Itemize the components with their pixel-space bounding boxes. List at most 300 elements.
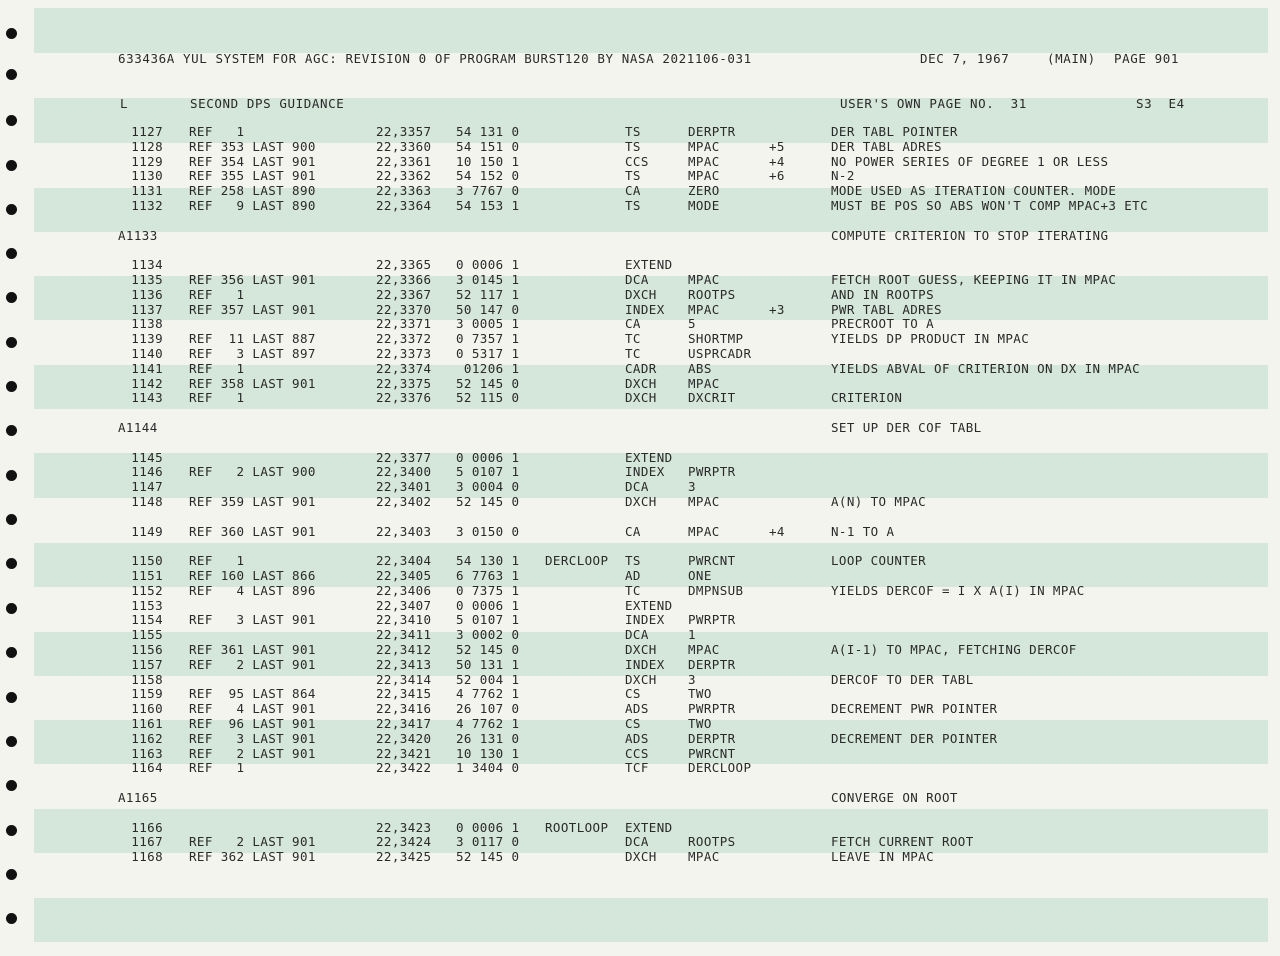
address-field: 22,3407 xyxy=(376,597,432,613)
address-field: 22,3414 xyxy=(376,671,432,687)
listing-row xyxy=(0,362,1280,377)
address-field: 22,3411 xyxy=(376,627,432,643)
address-field: 22,3360 xyxy=(376,138,432,154)
listing-row xyxy=(0,554,1280,569)
address-field: 22,3402 xyxy=(376,494,432,509)
octal-code: 54 152 0 xyxy=(456,168,520,184)
line-number: 1158 xyxy=(131,671,163,687)
octal-code: 0 7357 1 xyxy=(456,331,520,347)
address-field: 22,3366 xyxy=(376,272,432,287)
opcode: TC xyxy=(625,331,641,347)
operand-modifier: +4 xyxy=(769,153,785,169)
opcode: DXCH xyxy=(625,642,657,657)
feed-hole xyxy=(6,69,17,80)
opcode: CS xyxy=(625,686,641,702)
opcode: DXCH xyxy=(625,494,657,509)
listing-row xyxy=(0,584,1280,599)
address-field: 22,3367 xyxy=(376,286,432,302)
opcode: INDEX xyxy=(625,464,665,480)
opcode: EXTEND xyxy=(625,257,673,273)
ref-field: REF 356 LAST 901 xyxy=(189,272,316,287)
listing-row xyxy=(0,288,1280,303)
address-field: 22,3403 xyxy=(376,523,432,539)
address-field: 22,3361 xyxy=(376,153,432,169)
listing-row xyxy=(0,480,1280,495)
ref-field: REF 357 LAST 901 xyxy=(189,301,316,317)
ref-field: REF 2 LAST 901 xyxy=(189,745,316,761)
operand: MPAC xyxy=(688,168,720,184)
address-field: 22,3377 xyxy=(376,449,432,465)
listing-code: S3 E4 xyxy=(1136,96,1185,111)
ref-field: REF 4 LAST 901 xyxy=(189,701,316,717)
octal-code: 4 7762 1 xyxy=(456,716,520,731)
address-field: 22,3423 xyxy=(376,819,432,835)
octal-code: 0 0006 1 xyxy=(456,819,520,835)
ref-field: REF 353 LAST 900 xyxy=(189,138,316,154)
address-field: 22,3416 xyxy=(376,701,432,717)
opcode: DXCH xyxy=(625,375,657,391)
paper-band xyxy=(34,8,1268,53)
opcode: DXCH xyxy=(625,849,657,865)
listing-row xyxy=(0,332,1280,347)
octal-code: 01206 1 xyxy=(456,360,520,376)
opcode: CADR xyxy=(625,360,657,376)
operand: ROOTPS xyxy=(688,834,736,850)
operand: 5 xyxy=(688,316,696,332)
address-field: 22,3400 xyxy=(376,464,432,480)
operand-modifier: +6 xyxy=(769,168,785,184)
comment: PWR TABL ADRES xyxy=(831,301,942,317)
opcode: DCA xyxy=(625,834,649,850)
line-number: 1147 xyxy=(131,479,163,495)
line-number: 1152 xyxy=(131,582,163,598)
listing-row xyxy=(0,717,1280,732)
comment: YIELDS ABVAL OF CRITERION ON DX IN MPAC xyxy=(831,360,1141,376)
operand: TWO xyxy=(688,716,712,731)
listing-row xyxy=(0,628,1280,643)
operand: DERCLOOP xyxy=(688,760,752,776)
operand: DERPTR xyxy=(688,730,736,746)
opcode: TC xyxy=(625,582,641,598)
address-field: 22,3410 xyxy=(376,612,432,628)
listing-row xyxy=(0,569,1280,584)
comment: CRITERION xyxy=(831,390,903,406)
address-field: 22,3415 xyxy=(376,686,432,702)
operand: DERPTR xyxy=(688,124,736,139)
address-field: 22,3421 xyxy=(376,745,432,761)
line-number: 1150 xyxy=(131,553,163,569)
opcode: TC xyxy=(625,346,641,361)
opcode: DXCH xyxy=(625,671,657,687)
listing-row xyxy=(0,687,1280,702)
listing-row xyxy=(0,673,1280,688)
comment: DER TABL POINTER xyxy=(831,124,958,139)
operand: DXCRIT xyxy=(688,390,736,406)
opcode: INDEX xyxy=(625,301,665,317)
octal-code: 10 130 1 xyxy=(456,745,520,761)
listing-row xyxy=(0,451,1280,466)
section-heading xyxy=(0,229,1280,244)
octal-code: 52 145 0 xyxy=(456,375,520,391)
address-field: 22,3370 xyxy=(376,301,432,317)
octal-code: 3 0117 0 xyxy=(456,834,520,850)
octal-code: 54 153 1 xyxy=(456,198,520,213)
listing-row xyxy=(0,199,1280,214)
ref-field: REF 96 LAST 901 xyxy=(189,716,316,731)
operand: MPAC xyxy=(688,849,720,865)
listing-row xyxy=(0,273,1280,288)
line-number: 1149 xyxy=(131,523,163,539)
listing-row xyxy=(0,377,1280,392)
operand: PWRPTR xyxy=(688,612,736,628)
opcode: DCA xyxy=(625,479,649,495)
line-number: 1137 xyxy=(131,301,163,317)
opcode: DXCH xyxy=(625,390,657,406)
section-comment: SET UP DER COF TABL xyxy=(831,420,982,435)
opcode: TS xyxy=(625,553,641,569)
log-section-title: SECOND DPS GUIDANCE xyxy=(190,96,345,111)
address-field: 22,3372 xyxy=(376,331,432,347)
listing-row xyxy=(0,643,1280,658)
listing-row xyxy=(0,613,1280,628)
feed-hole xyxy=(6,780,17,791)
comment: MUST BE POS SO ABS WON'T COMP MPAC+3 ETC xyxy=(831,198,1149,213)
symbol-label: DERCLOOP xyxy=(545,553,609,569)
listing-row xyxy=(0,140,1280,155)
operand-modifier: +5 xyxy=(769,138,785,154)
line-number: 1127 xyxy=(131,124,163,139)
opcode: INDEX xyxy=(625,612,665,628)
paper-band xyxy=(34,898,1268,942)
ref-field: REF 355 LAST 901 xyxy=(189,168,316,184)
ref-field: REF 258 LAST 890 xyxy=(189,183,316,199)
operand: ONE xyxy=(688,568,712,583)
octal-code: 3 0004 0 xyxy=(456,479,520,495)
octal-code: 52 145 0 xyxy=(456,642,520,657)
octal-code: 26 107 0 xyxy=(456,701,520,717)
opcode: CS xyxy=(625,716,641,731)
line-number: 1141 xyxy=(131,360,163,376)
listing-row xyxy=(0,391,1280,406)
operand: 3 xyxy=(688,479,696,495)
feed-hole xyxy=(6,913,17,924)
line-number: 1161 xyxy=(131,716,163,731)
address-field: 22,3374 xyxy=(376,360,432,376)
address-field: 22,3376 xyxy=(376,390,432,406)
address-field: 22,3371 xyxy=(376,316,432,332)
ref-field: REF 360 LAST 901 xyxy=(189,523,316,539)
opcode: AD xyxy=(625,568,641,583)
address-field: 22,3364 xyxy=(376,198,432,213)
comment: N-2 xyxy=(831,168,855,184)
listing-row xyxy=(0,155,1280,170)
feed-hole xyxy=(6,869,17,880)
listing-row xyxy=(0,317,1280,332)
octal-code: 52 145 0 xyxy=(456,494,520,509)
line-number: 1136 xyxy=(131,286,163,302)
address-field: 22,3406 xyxy=(376,582,432,598)
listing-row xyxy=(0,599,1280,614)
address-field: 22,3405 xyxy=(376,568,432,583)
line-number: 1129 xyxy=(131,153,163,169)
ref-field: REF 9 LAST 890 xyxy=(189,198,316,213)
octal-code: 52 004 1 xyxy=(456,671,520,687)
line-number: 1148 xyxy=(131,494,163,509)
operand: MPAC xyxy=(688,153,720,169)
page-number: PAGE 901 xyxy=(1114,51,1180,66)
ref-field: REF 358 LAST 901 xyxy=(189,375,316,391)
octal-code: 52 115 0 xyxy=(456,390,520,406)
listing-row xyxy=(0,732,1280,747)
log-section-mark: L xyxy=(120,96,129,111)
opcode: EXTEND xyxy=(625,449,673,465)
line-number: 1168 xyxy=(131,849,163,865)
listing-row xyxy=(0,495,1280,510)
ref-field: REF 362 LAST 901 xyxy=(189,849,316,865)
address-field: 22,3412 xyxy=(376,642,432,657)
line-number: 1132 xyxy=(131,198,163,213)
operand: ROOTPS xyxy=(688,286,736,302)
line-number: 1156 xyxy=(131,642,163,657)
octal-code: 3 0002 0 xyxy=(456,627,520,643)
line-number: 1135 xyxy=(131,272,163,287)
listing-row xyxy=(0,465,1280,480)
listing-row xyxy=(0,169,1280,184)
listing-row xyxy=(0,747,1280,762)
comment: DECREMENT PWR POINTER xyxy=(831,701,998,717)
listing-row xyxy=(0,761,1280,776)
ref-field: REF 1 xyxy=(189,553,245,569)
octal-code: 52 117 1 xyxy=(456,286,520,302)
address-field: 22,3417 xyxy=(376,716,432,731)
ref-field: REF 160 LAST 866 xyxy=(189,568,316,583)
comment: YIELDS DP PRODUCT IN MPAC xyxy=(831,331,1030,347)
opcode: CA xyxy=(625,316,641,332)
opcode: ADS xyxy=(625,701,649,717)
line-number: 1155 xyxy=(131,627,163,643)
octal-code: 4 7762 1 xyxy=(456,686,520,702)
octal-code: 10 150 1 xyxy=(456,153,520,169)
ref-field: REF 11 LAST 887 xyxy=(189,331,316,347)
operand: USPRCADR xyxy=(688,346,752,361)
ref-field: REF 1 xyxy=(189,360,245,376)
operand: TWO xyxy=(688,686,712,702)
line-number: 1167 xyxy=(131,834,163,850)
listing-row xyxy=(0,184,1280,199)
address-field: 22,3420 xyxy=(376,730,432,746)
operand: MPAC xyxy=(688,494,720,509)
address-field: 22,3425 xyxy=(376,849,432,865)
operand: 1 xyxy=(688,627,696,643)
ref-field: REF 354 LAST 901 xyxy=(189,153,316,169)
operand: PWRCNT xyxy=(688,553,736,569)
octal-code: 50 131 1 xyxy=(456,656,520,672)
address-field: 22,3424 xyxy=(376,834,432,850)
line-number: 1134 xyxy=(131,257,163,273)
comment: YIELDS DERCOF = I X A(I) IN MPAC xyxy=(831,582,1085,598)
ref-field: REF 4 LAST 896 xyxy=(189,582,316,598)
operand: 3 xyxy=(688,671,696,687)
ref-field: REF 1 xyxy=(189,124,245,139)
section-heading xyxy=(0,791,1280,806)
operand: PWRCNT xyxy=(688,745,736,761)
section-mark: A1144 xyxy=(118,420,158,435)
operand: MPAC xyxy=(688,523,720,539)
comment: LEAVE IN MPAC xyxy=(831,849,935,865)
comment: PRECROOT TO A xyxy=(831,316,935,332)
octal-code: 0 5317 1 xyxy=(456,346,520,361)
listing-row xyxy=(0,702,1280,717)
line-number: 1130 xyxy=(131,168,163,184)
octal-code: 26 131 0 xyxy=(456,730,520,746)
address-field: 22,3373 xyxy=(376,346,432,361)
comment: FETCH ROOT GUESS, KEEPING IT IN MPAC xyxy=(831,272,1117,287)
comment: NO POWER SERIES OF DEGREE 1 OR LESS xyxy=(831,153,1109,169)
listing-row xyxy=(0,125,1280,140)
operand-modifier: +3 xyxy=(769,301,785,317)
operand: ZERO xyxy=(688,183,720,199)
line-number: 1131 xyxy=(131,183,163,199)
ref-field: REF 1 xyxy=(189,286,245,302)
section-comment: CONVERGE ON ROOT xyxy=(831,790,958,805)
ref-field: REF 361 LAST 901 xyxy=(189,642,316,657)
section-comment: COMPUTE CRITERION TO STOP ITERATING xyxy=(831,227,1109,243)
address-field: 22,3401 xyxy=(376,479,432,495)
opcode: TCF xyxy=(625,760,649,776)
opcode: DCA xyxy=(625,272,649,287)
octal-code: 3 0145 1 xyxy=(456,272,520,287)
line-number: 1157 xyxy=(131,656,163,672)
listing-date: DEC 7, 1967 xyxy=(920,51,1010,66)
address-field: 22,3365 xyxy=(376,257,432,273)
address-field: 22,3357 xyxy=(376,124,432,139)
opcode: CA xyxy=(625,523,641,539)
address-field: 22,3422 xyxy=(376,760,432,776)
opcode: DCA xyxy=(625,627,649,643)
listing-row xyxy=(0,303,1280,318)
comment: DERCOF TO DER TABL xyxy=(831,671,974,687)
comment: DER TABL ADRES xyxy=(831,138,942,154)
line-number: 1159 xyxy=(131,686,163,702)
operand: MPAC xyxy=(688,375,720,391)
comment: DECREMENT DER POINTER xyxy=(831,730,998,746)
operand-modifier: +4 xyxy=(769,523,785,539)
octal-code: 0 0006 1 xyxy=(456,449,520,465)
ref-field: REF 359 LAST 901 xyxy=(189,494,316,509)
ref-field: REF 3 LAST 901 xyxy=(189,730,316,746)
comment: A(I-1) TO MPAC, FETCHING DERCOF xyxy=(831,642,1077,657)
octal-code: 54 131 0 xyxy=(456,124,520,139)
comment: N-1 TO A xyxy=(831,523,895,539)
line-number: 1164 xyxy=(131,760,163,776)
comment: A(N) TO MPAC xyxy=(831,494,927,509)
octal-code: 6 7763 1 xyxy=(456,568,520,583)
operand: DERPTR xyxy=(688,656,736,672)
opcode: CCS xyxy=(625,745,649,761)
octal-code: 5 0107 1 xyxy=(456,612,520,628)
opcode: CCS xyxy=(625,153,649,169)
line-number: 1146 xyxy=(131,464,163,480)
line-number: 1128 xyxy=(131,138,163,154)
opcode: CA xyxy=(625,183,641,199)
opcode: TS xyxy=(625,168,641,184)
listing-row xyxy=(0,821,1280,836)
address-field: 22,3363 xyxy=(376,183,432,199)
feed-hole xyxy=(6,514,17,525)
line-number: 1160 xyxy=(131,701,163,717)
listing-row xyxy=(0,347,1280,362)
listing-row xyxy=(0,850,1280,865)
address-field: 22,3375 xyxy=(376,375,432,391)
operand: MPAC xyxy=(688,301,720,317)
operand: MPAC xyxy=(688,272,720,287)
comment: LOOP COUNTER xyxy=(831,553,927,569)
operand: ABS xyxy=(688,360,712,376)
line-number: 1153 xyxy=(131,597,163,613)
section-heading xyxy=(0,421,1280,436)
line-number: 1145 xyxy=(131,449,163,465)
comment: AND IN ROOTPS xyxy=(831,286,935,302)
operand: DMPNSUB xyxy=(688,582,744,598)
line-number: 1151 xyxy=(131,568,163,583)
octal-code: 5 0107 1 xyxy=(456,464,520,480)
line-number: 1154 xyxy=(131,612,163,628)
listing-row xyxy=(0,658,1280,673)
operand: MODE xyxy=(688,198,720,213)
line-number: 1139 xyxy=(131,331,163,347)
ref-field: REF 2 LAST 900 xyxy=(189,464,316,480)
octal-code: 3 7767 0 xyxy=(456,183,520,199)
symbol-label: ROOTLOOP xyxy=(545,819,609,835)
address-field: 22,3362 xyxy=(376,168,432,184)
ref-field: REF 1 xyxy=(189,760,245,776)
ref-field: REF 2 LAST 901 xyxy=(189,656,316,672)
ref-field: REF 95 LAST 864 xyxy=(189,686,316,702)
operand: PWRPTR xyxy=(688,701,736,717)
octal-code: 0 0006 1 xyxy=(456,257,520,273)
section-mark: A1165 xyxy=(118,790,158,805)
opcode: TS xyxy=(625,138,641,154)
address-field: 22,3404 xyxy=(376,553,432,569)
opcode: EXTEND xyxy=(625,597,673,613)
opcode: DXCH xyxy=(625,286,657,302)
line-number: 1166 xyxy=(131,819,163,835)
comment: FETCH CURRENT ROOT xyxy=(831,834,974,850)
ref-field: REF 2 LAST 901 xyxy=(189,834,316,850)
ref-field: REF 3 LAST 901 xyxy=(189,612,316,628)
opcode: ADS xyxy=(625,730,649,746)
octal-code: 50 147 0 xyxy=(456,301,520,317)
opcode: INDEX xyxy=(625,656,665,672)
octal-code: 54 151 0 xyxy=(456,138,520,154)
listing-row xyxy=(0,835,1280,850)
listing-row xyxy=(0,258,1280,273)
line-number: 1140 xyxy=(131,346,163,361)
line-number: 1138 xyxy=(131,316,163,332)
ref-field: REF 1 xyxy=(189,390,245,406)
opcode: TS xyxy=(625,124,641,139)
octal-code: 3 0150 0 xyxy=(456,523,520,539)
listing-main: (MAIN) xyxy=(1047,51,1096,66)
listing-row xyxy=(0,525,1280,540)
ref-field: REF 3 LAST 897 xyxy=(189,346,316,361)
operand: MPAC xyxy=(688,642,720,657)
opcode: TS xyxy=(625,198,641,213)
octal-code: 0 0006 1 xyxy=(456,597,520,613)
octal-code: 52 145 0 xyxy=(456,849,520,865)
octal-code: 1 3404 0 xyxy=(456,760,520,776)
opcode: EXTEND xyxy=(625,819,673,835)
